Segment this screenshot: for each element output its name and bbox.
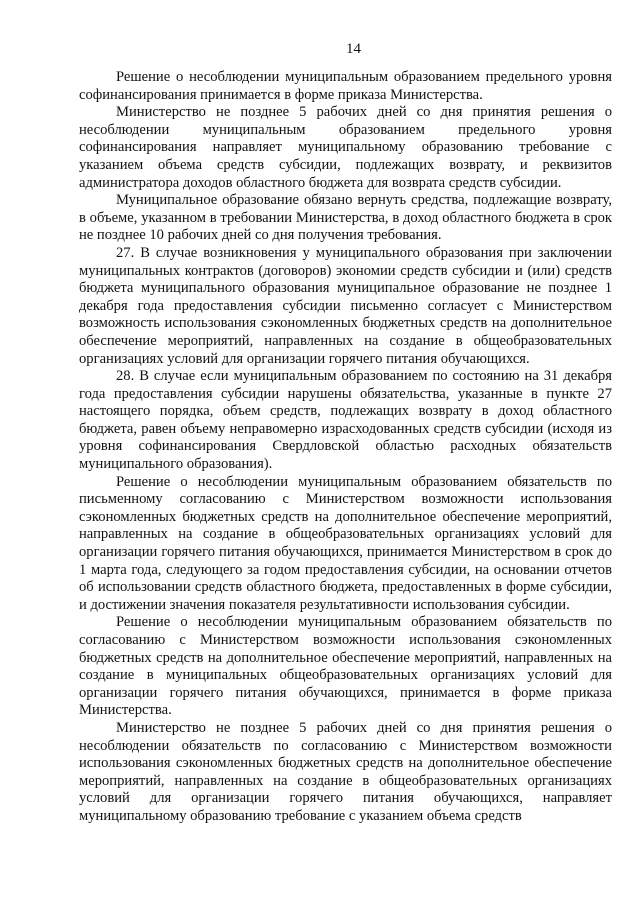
paragraph-2: Министерство не позднее 5 рабочих дней со дня принятия решения о несоблюдении муниципальным образованием предельного уровня софинансирования направляет муниципальному образованию требование с указанием объема средств субсидии, подлежащих возврату, и реквизитов администратора доходов областного бюджета для возврата средств субсидии. — [79, 104, 612, 191]
page-number: 14 — [346, 41, 361, 57]
paragraph-5-item-28: 28. В случае если муниципальным образованием по состоянию на 31 декабря года предоставления субсидии нарушены обязательства, указанные в пункте 27 настоящего порядка, объем средств, подлежащих возврату в доход областного бюджета, равен объему неправомерно израсходованных средств субсидии (исходя из уровня софинансирования Свердловской областью расходных обязательств муниципального образования). — [79, 368, 612, 473]
paragraph-3: Муниципальное образование обязано вернуть средства, подлежащие возврату, в объеме, указанном в требовании Министерства, в доход областного бюджета в срок не позднее 10 рабочих дней со дня получения требования. — [79, 192, 612, 244]
paragraph-1: Решение о несоблюдении муниципальным образованием предельного уровня софинансирования принимается в форме приказа Министерства. — [79, 69, 612, 103]
paragraph-4-item-27: 27. В случае возникновения у муниципального образования при заключении муниципальных контрактов (договоров) экономии средств субсидии и (или) средств бюджета муниципального образования муниципальное образование не позднее 1 декабря года предоставления субсидии письменно согласует с Министерством возможность использования сэкономленных бюджетных средств на дополнительное обеспечение мероприятий, направленных на создание в общеобразовательных организациях условий для организации горячего питания обучающихся. — [79, 244, 612, 367]
paragraph-6: Решение о несоблюдении муниципальным образованием обязательств по письменному согласованию с Министерством возможности использования сэкономленных бюджетных средств на дополнительное обеспечение мероприятий, направленных на создание в общеобразовательных организациях условий для организации горячего питания обучающихся, принимается Министерством в срок до 1 марта года, следующего за годом предоставления субсидии, на основании отчетов об использовании средств областного бюджета, предоставленных в форме субсидии, и достижении значения показателя результативности использования субсидии. — [79, 473, 612, 613]
document-page — [79, 40, 612, 826]
paragraph-7: Решение о несоблюдении муниципальным образованием обязательств по согласованию с Министерством возможности использования сэкономленных бюджетных средств на дополнительное обеспечение мероприятий, направленных на создание в муниципальных общеобразовательных организациях условий для организации горячего питания обучающихся, принимается в форме приказа Министерства. — [79, 614, 612, 719]
paragraph-8: Министерство не позднее 5 рабочих дней со дня принятия решения о несоблюдении обязательств по согласованию с Министерством возможности использования сэкономленных бюджетных средств на дополнительное обеспечение мероприятий, направленных на создание в общеобразовательных организациях условий для организации горячего питания обучающихся, направляет муниципальному образованию требование с указанием объема средств — [79, 719, 612, 824]
